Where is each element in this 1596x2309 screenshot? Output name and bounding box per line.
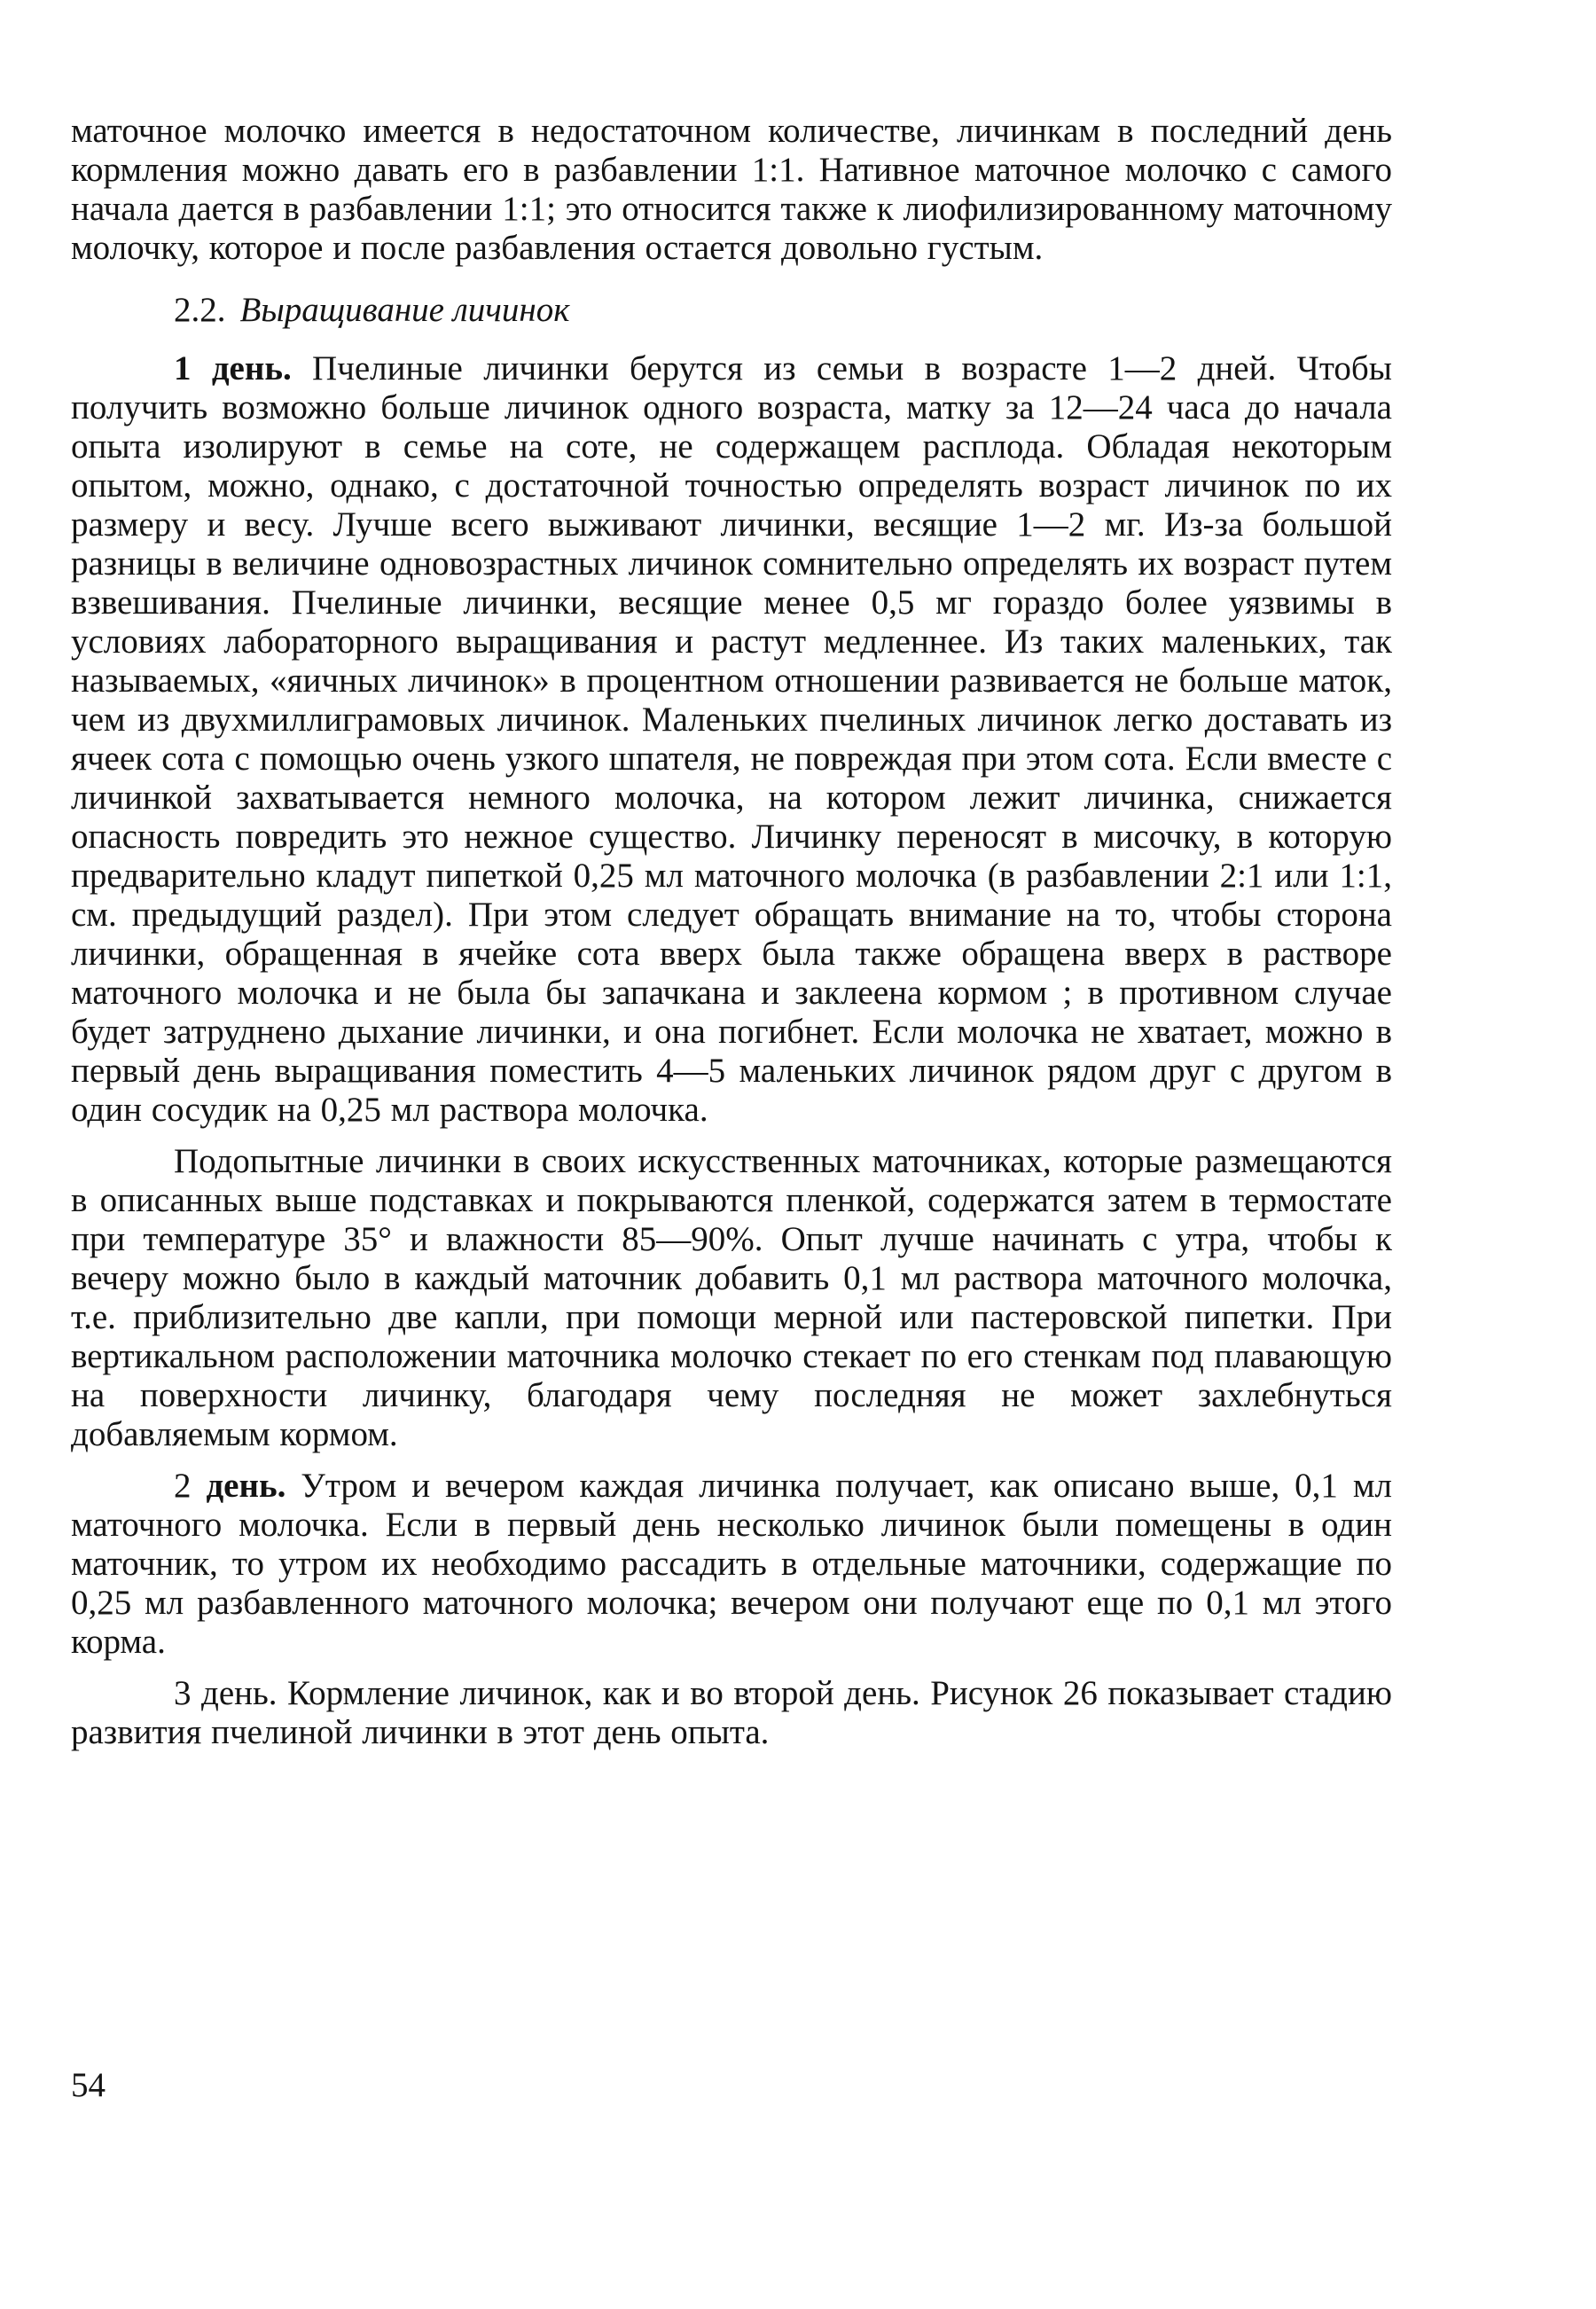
- page-body: [71, 112, 1392, 1752]
- section-number: 2.2.: [174, 291, 226, 329]
- page-number: 54: [71, 2066, 106, 2104]
- paragraph-intro: маточное молочко имеется в недостаточном количестве, личинкам в последний день кормления можно давать его в разбавлении 1:1. Нативное маточное молочко с самого начала дается в разбавлении 1:1; это относится также к лиофилизированному маточному молочку, которое и после разбавления остается довольно густым.: [71, 112, 1392, 267]
- section-title: Выращивание личинок: [239, 291, 570, 329]
- section-heading: [174, 291, 1392, 330]
- paragraph-day-1: [71, 349, 1392, 1130]
- day-2-text: Утром и вечером каждая личинка получает, как описано выше, 0,1 мл маточного молочка. Если в первый день несколько личинок были помещены в один маточник, то утром их необходимо рассадить в отдельные маточники, содержащие по 0,25 мл разбавленного маточного молочка; вечером они получают еще по 0,1 мл этого корма.: [71, 1467, 1392, 1661]
- day-2-number: 2: [174, 1467, 207, 1505]
- paragraph-day-2: [71, 1467, 1392, 1662]
- paragraph-experimental-larvae: Подопытные личинки в своих искусственных маточниках, которые размещаются в описанных выше подставках и покрываются пленкой, содержатся затем в термостате при температуре 35° и влажности 85—90%. Опыт лучше начинать с утра, чтобы к вечеру можно было в каждый маточник добавить 0,1 мл раствора маточного молочка, т.е. приблизительно две капли, при помощи мерной или пастеровской пипетки. При вертикальном расположении маточника молочко стекает по его стенкам под плавающую на поверхности личинку, благодаря чему последняя не может захлебнуться добавляемым кормом.: [71, 1142, 1392, 1453]
- day-2-label: день.: [206, 1467, 286, 1505]
- day-1-label: 1 день.: [174, 349, 292, 387]
- paragraph-day-3: 3 день. Кормление личинок, как и во второй день. Рисунок 26 показывает стадию развития пчелиной личинки в этот день опыта.: [71, 1674, 1392, 1751]
- day-1-text: Пчелиные личинки берутся из семьи в возрасте 1—2 дней. Чтобы получить возможно больше личинок одного возраста, матку за 12—24 часа до начала опыта изолируют в семье на соте, не содержащем расплода. Обладая некоторым опытом, можно, однако, с достаточной точностью определять возраст личинок по их размеру и весу. Лучше всего выживают личинки, весящие 1—2 мг. Из-за большой разницы в величине одновозрастных личинок сомнительно определять их возраст путем взвешивания. Пчелиные личинки, весящие менее 0,5 мг гораздо более уязвимы в условиях лабораторного выращивания и растут медленнее. Из таких маленьких, так называемых, «яичных личинок» в процентном отношении развивается не больше маток, чем из двухмиллиграмовых личинок. Маленьких пчелиных личинок легко доставать из ячеек сота с помощью очень узкого шпателя, не повреждая при этом сота. Если вместе с личинкой захватывается немного молочка, на котором лежит личинка, снижается опасность повредить это нежное существо. Личинку переносят в мисочку, в которую предварительно кладут пипеткой 0,25 мл маточного молочка (в разбавлении 2:1 или 1:1, см. предыдущий раздел). При этом следует обращать внимание на то, чтобы сторона личинки, обращенная в ячейке сота вверх была также обращена вверх в растворе маточного молочка и не была бы запачкана и заклеена кормом ; в противном случае будет затруднено дыхание личинки, и она погибнет. Если молочка не хватает, можно в первый день выращивания поместить 4—5 маленьких личинок рядом друг с другом в один сосудик на 0,25 мл раствора молочка.: [71, 349, 1392, 1129]
